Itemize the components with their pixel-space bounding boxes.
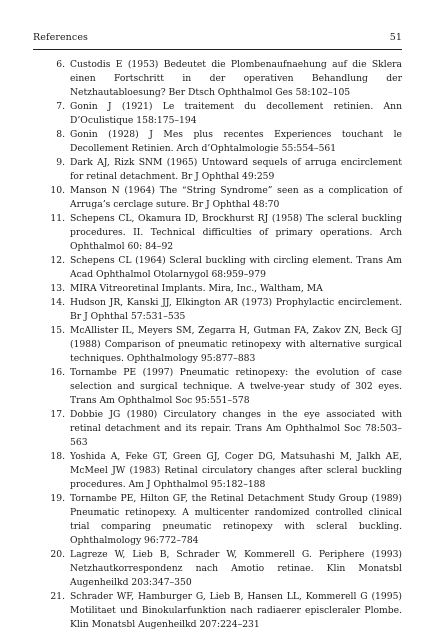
- reference-item: [33, 296, 402, 324]
- reference-text: Manson N (1964) The “String Syndrome” seen as a complication of Arruga’s cerclage suture. Br J Ophthal 48:70: [70, 185, 402, 210]
- reference-item: [33, 156, 402, 184]
- reference-item: [33, 100, 402, 128]
- reference-number: 21.: [50, 591, 65, 602]
- reference-number: 7.: [56, 101, 65, 112]
- reference-item: [33, 254, 402, 282]
- reference-text: Gonin (1928) J Mes plus recentes Experiences touchant le Decollement Retinien. Arch d’Ophtalmologie 55:554–561: [70, 129, 402, 154]
- reference-text: Tornambe PE (1997) Pneumatic retinopexy: the evolution of case selection and surgical technique. A twelve-year study of 302 eyes. Trans Am Ophthalmol Soc 95:551–578: [70, 367, 402, 406]
- reference-number: 10.: [50, 185, 65, 196]
- reference-text: Tornambe PE, Hilton GF, the Retinal Detachment Study Group (1989) Pneumatic retinopexy. A multicenter randomized controlled clinical trial comparing pneumatic retinopexy with scleral buckling. Ophthalmology 96:772–784: [70, 493, 402, 546]
- reference-item: [33, 408, 402, 450]
- reference-item: [33, 450, 402, 492]
- reference-text: Dobbie JG (1980) Circulatory changes in the eye associated with retinal detachment and its repair. Trans Am Ophthalmol Soc 78:503–563: [70, 409, 402, 448]
- reference-number: 15.: [50, 325, 65, 336]
- reference-number: 6.: [56, 59, 65, 70]
- reference-item: [33, 590, 402, 632]
- reference-text: Yoshida A, Feke GT, Green GJ, Coger DG, Matsuhashi M, Jalkh AE, McMeel JW (1983) Retinal circulatory changes after scleral buckling procedures. Am J Ophthalmol 95:182–188: [70, 451, 402, 490]
- reference-text: Schepens CL (1964) Scleral buckling with circling element. Trans Am Acad Ophthalmol Otolarnygol 68:959–979: [70, 255, 402, 280]
- reference-text: Lagreze W, Lieb B, Schrader W, Kommerell G. Periphere (1993) Netzhautkorrespondenz nach Amotio retinae. Klin Monatsbl Augenheilkd 203:347–350: [70, 549, 402, 588]
- reference-item: [33, 492, 402, 548]
- reference-number: 11.: [50, 213, 65, 224]
- reference-item: [33, 58, 402, 100]
- reference-text: Dark AJ, Rizk SNM (1965) Untoward sequels of arruga encirclement for retinal detachment. Br J Ophthal 49:259: [70, 157, 402, 182]
- reference-text: Custodis E (1953) Bedeutet die Plombenaufnaehung auf die Sklera einen Fortschritt in der operativen Behandlung der Netzhautabloesung? Ber Dtsch Ophthalmol Ges 58:102–105: [70, 59, 402, 98]
- reference-number: 12.: [50, 255, 65, 266]
- reference-number: 8.: [56, 129, 65, 140]
- reference-item: [33, 184, 402, 212]
- reference-text: MIRA Vitreoretinal Implants. Mira, Inc., Waltham, MA: [70, 283, 323, 294]
- reference-item: [33, 128, 402, 156]
- reference-number: 20.: [50, 549, 65, 560]
- page-number: 51: [389, 32, 402, 43]
- reference-text: Gonin J (1921) Le traitement du decollement retinien. Ann D’Oculistique 158:175–194: [70, 101, 402, 126]
- header-rule: [33, 49, 402, 50]
- reference-item: [33, 212, 402, 254]
- reference-text: McAllister IL, Meyers SM, Zegarra H, Gutman FA, Zakov ZN, Beck GJ (1988) Comparison of pneumatic retinopexy with alternative surgical techniques. Ophthalmology 95:877–883: [70, 325, 402, 364]
- reference-text: Schrader WF, Hamburger G, Lieb B, Hansen LL, Kommerell G (1995) Motilitaet und Binokularfunktion nach radiaerer episcleraler Plombe. Klin Monatsbl Augenheilkd 207:224–231: [70, 591, 402, 630]
- reference-number: 17.: [50, 409, 65, 420]
- reference-number: 16.: [50, 367, 65, 378]
- reference-number: 14.: [50, 297, 65, 308]
- reference-item: [33, 282, 402, 296]
- reference-number: 9.: [56, 157, 65, 168]
- section-title: References: [33, 32, 89, 43]
- reference-item: [33, 366, 402, 408]
- reference-text: Schepens CL, Okamura ID, Brockhurst RJ (1958) The scleral buckling procedures. II. Technical difficulties of primary operations. Arch Ophthalmol 60: 84–92: [70, 213, 402, 252]
- reference-item: [33, 548, 402, 590]
- reference-item: [33, 324, 402, 366]
- reference-list: [33, 58, 402, 632]
- running-header: [33, 32, 402, 43]
- reference-number: 18.: [50, 451, 65, 462]
- reference-number: 19.: [50, 493, 65, 504]
- reference-number: 13.: [50, 283, 65, 294]
- reference-text: Hudson JR, Kanski JJ, Elkington AR (1973) Prophylactic encirclement. Br J Ophthal 57:531–535: [70, 297, 402, 322]
